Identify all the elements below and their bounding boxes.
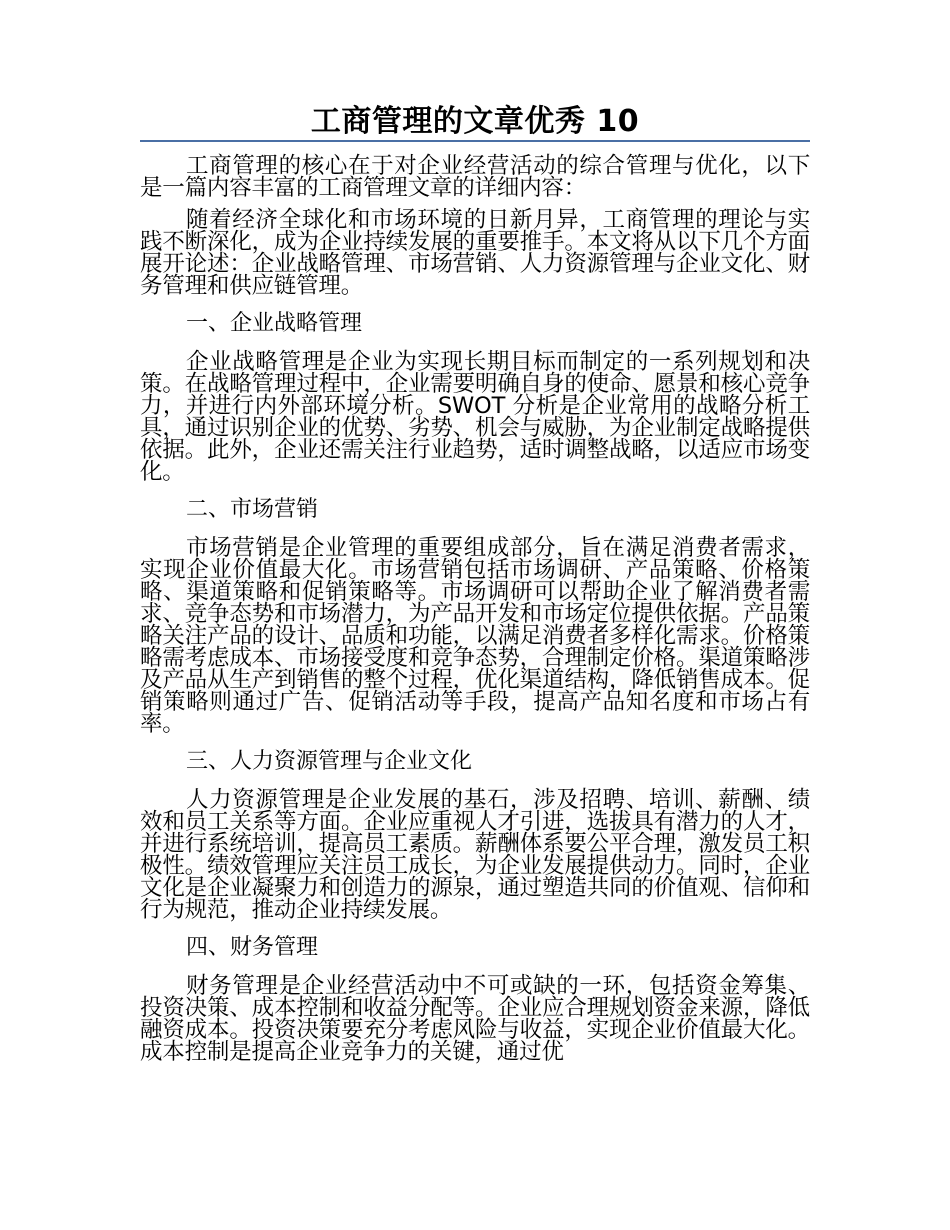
section-body-finance: 财务管理是企业经营活动中不可或缺的一环，包括资金筹集、投资决策、成本控制和收益分配等。企业应合理规划资金来源，降低融资成本。投资决策要充分考虑风险与收益，实现企业价值最大化。成本控制是提高企业竞争力的关键，通过优: [140, 973, 810, 1065]
title-underline: [140, 140, 810, 142]
section-body-strategy: 企业战略管理是企业为实现长期目标而制定的一系列规划和决策。在战略管理过程中，企业需要明确自身的使命、愿景和核心竞争力，并进行内外部环境分析。SWOT 分析是企业常用的战略分析工具，通过识别企业的优势、劣势、机会与威胁，为企业制定战略提供依据。此外，企业还需关注行业趋势，适时调整战略，以适应市场变化。: [140, 349, 810, 485]
section-body-marketing: 市场营销是企业管理的重要组成部分，旨在满足消费者需求，实现企业价值最大化。市场营销包括市场调研、产品策略、价格策略、渠道策略和促销策略等。市场调研可以帮助企业了解消费者需求、竞争态势和市场潜力，为产品开发和市场定位提供依据。产品策略关注产品的设计、品质和功能，以满足消费者多样化需求。价格策略需考虑成本、市场接受度和竞争态势，合理制定价格。渠道策略涉及产品从生产到销售的整个过程，优化渠道结构，降低销售成本。促销策略则通过广告、促销活动等手段，提高产品知名度和市场占有率。: [140, 535, 810, 737]
document-title: 工商管理的文章优秀 10: [310, 104, 640, 139]
section-body-hr-culture: 人力资源管理是企业发展的基石，涉及招聘、培训、薪酬、绩效和员工关系等方面。企业应重视人才引进，选拔具有潜力的人才，并进行系统培训，提高员工素质。薪酬体系要公平合理，激发员工积极性。绩效管理应关注员工成长，为企业发展提供动力。同时，企业文化是企业凝聚力和创造力的源泉，通过塑造共同的价值观、信仰和行为规范，推动企业持续发展。: [140, 787, 810, 923]
section-heading-hr-culture: 三、人力资源管理与企业文化: [186, 749, 473, 774]
section-heading-strategy: 一、企业战略管理: [186, 311, 363, 336]
document-body: [140, 155, 810, 1073]
section-heading-finance: 四、财务管理: [186, 935, 319, 960]
overview-paragraph: 随着经济全球化和市场环境的日新月异，工商管理的理论与实践不断深化，成为企业持续发展的重要推手。本文将从以下几个方面展开论述：企业战略管理、市场营销、人力资源管理与企业文化、财务管理和供应链管理。: [140, 207, 810, 299]
section-heading-marketing: 二、市场营销: [186, 497, 319, 522]
intro-paragraph: 工商管理的核心在于对企业经营活动的综合管理与优化，以下是一篇内容丰富的工商管理文章的详细内容：: [140, 153, 810, 201]
